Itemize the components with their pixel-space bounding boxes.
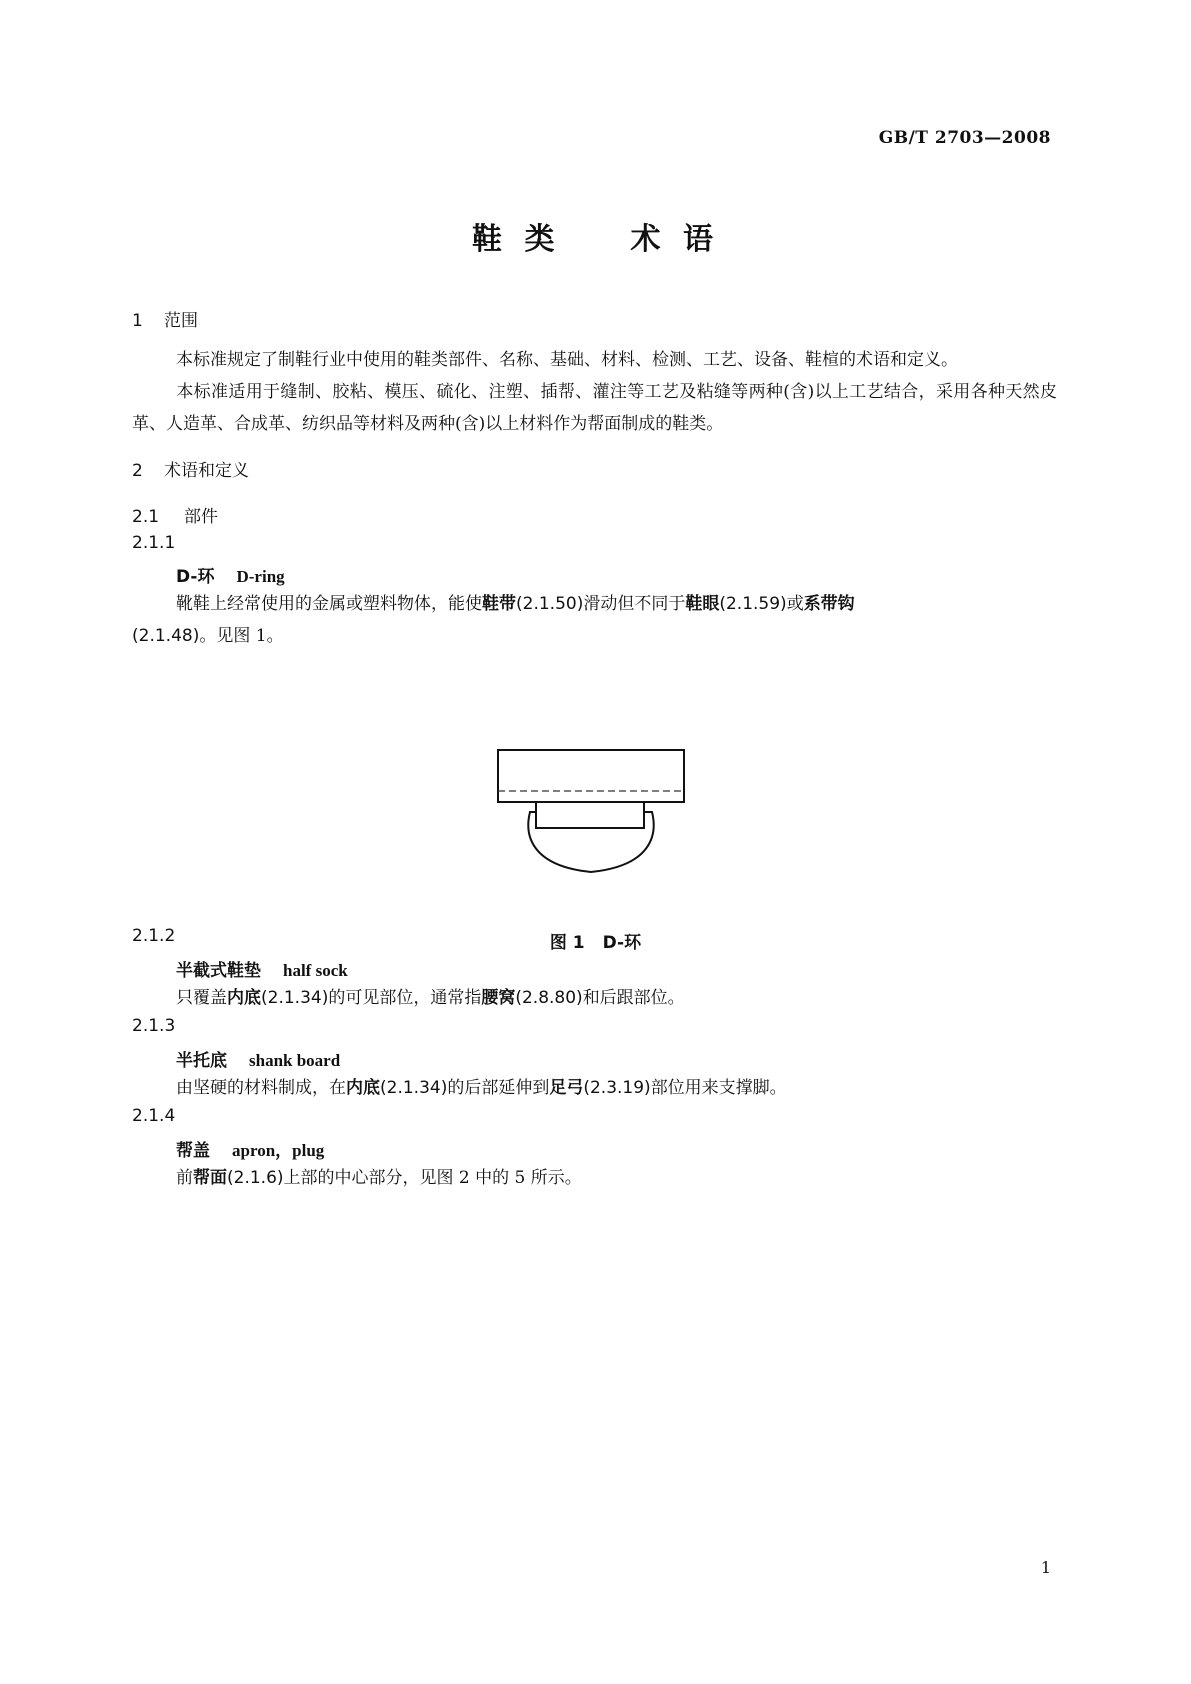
subsection-number: 2.1 (132, 507, 160, 527)
section-1-heading (132, 306, 198, 331)
term-definition: 由坚硬的材料制成，在内底(2.1.34)的后部延伸到足弓(2.3.19)部位用来支撑脚。 (176, 1078, 787, 1098)
term-english: apron，plug (232, 1141, 325, 1160)
term-chinese: D-环 (176, 567, 215, 587)
term-number: 2.1.3 (132, 1016, 176, 1036)
term-chinese: 半托底 (176, 1051, 227, 1071)
figure-label: 图 1 (549, 933, 585, 953)
paragraph-text: 本标准适用于缝制、胶粘、模压、硫化、注塑、插帮、灌注等工艺及粘缝等两种(含)以上工艺结合，采用各种天然皮革、人造革、合成革、纺织品等材料及两种(含)以上材料作为帮面制成的鞋类。 (132, 382, 1057, 434)
d-ring-shape (528, 812, 653, 872)
subsection-title: 部件 (184, 507, 218, 527)
page-title (0, 214, 1191, 258)
term-definition-continued: (2.1.48)。见图 1。 (132, 626, 284, 646)
strap-outline (498, 750, 684, 802)
title-part1: 鞋 类 (472, 222, 561, 257)
scope-paragraph-1 (132, 344, 1057, 376)
term-chinese: 帮盖 (176, 1141, 210, 1161)
section-title: 术语和定义 (164, 461, 249, 481)
term-reference: 帮面 (193, 1168, 227, 1188)
section-2-heading (132, 456, 249, 481)
term-definition: 前帮面(2.1.6)上部的中心部分，见图 2 中的 5 所示。 (176, 1168, 582, 1188)
figure-title: D-环 (602, 933, 642, 953)
d-ring-figure (488, 736, 704, 900)
title-part2: 术 语 (630, 222, 719, 257)
term-reference: 腰窝 (481, 988, 516, 1008)
standard-number: GB/T 2703—2008 (878, 128, 1051, 148)
term-reference: 系带钩 (803, 594, 855, 614)
section-title: 范围 (164, 311, 198, 331)
ring-bar (536, 802, 644, 828)
term-reference: 内底 (227, 988, 261, 1008)
term-number: 2.1.2 (132, 926, 176, 946)
term-reference: 鞋带 (482, 594, 516, 614)
term-definition: 靴鞋上经常使用的金属或塑料物体，能使鞋带(2.1.50)滑动但不同于鞋眼(2.1.59)或系带钩 (176, 594, 855, 614)
term-title (176, 1136, 324, 1161)
term-chinese: 半截式鞋垫 (176, 961, 261, 981)
term-number: 2.1.4 (132, 1106, 176, 1126)
section-number: 1 (132, 311, 143, 331)
term-english: shank board (249, 1051, 341, 1070)
paragraph-text: 本标准规定了制鞋行业中使用的鞋类部件、名称、基础、材料、检测、工艺、设备、鞋楦的术语和定义。 (176, 350, 958, 370)
term-english: D-ring (236, 567, 285, 586)
scope-paragraph-2 (132, 376, 1057, 440)
term-title (176, 562, 285, 587)
term-reference: 足弓 (549, 1078, 584, 1098)
page-number: 1 (1040, 1558, 1051, 1577)
term-definition: 只覆盖内底(2.1.34)的可见部位，通常指腰窝(2.8.80)和后跟部位。 (176, 988, 685, 1008)
term-number: 2.1.1 (132, 533, 176, 553)
subsection-2-1-heading (132, 502, 218, 527)
term-title (176, 1046, 340, 1071)
section-number: 2 (132, 461, 143, 481)
term-english: half sock (283, 961, 348, 980)
term-reference: 鞋眼 (685, 594, 720, 614)
term-title (176, 956, 348, 981)
figure-caption (0, 928, 1191, 953)
term-reference: 内底 (346, 1078, 380, 1098)
